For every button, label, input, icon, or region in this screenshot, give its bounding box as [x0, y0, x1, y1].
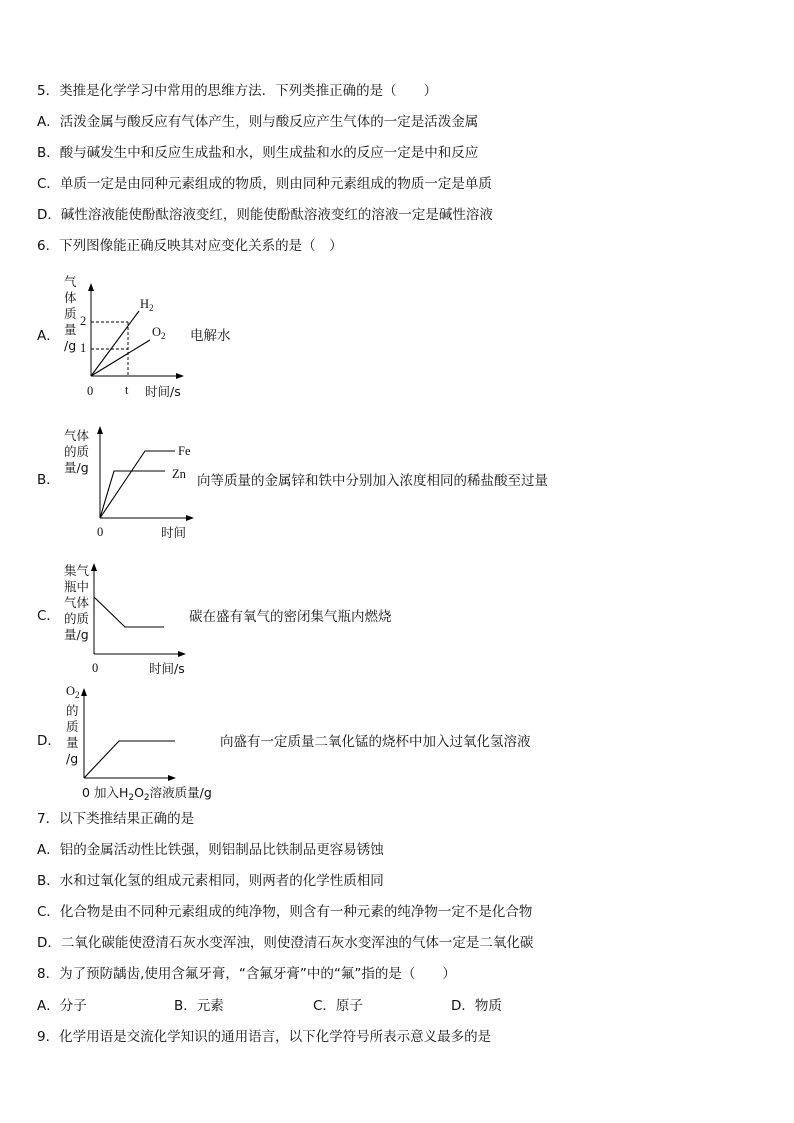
q6-c-ylabel-2: 瓶中 [64, 579, 90, 594]
q6-c-ylabel-4: 的质 [64, 611, 90, 626]
q6-d-ylabel-4: /g [66, 751, 79, 766]
q5-option-a: A．活泼金属与酸反应有气体产生，则与酸反应产生气体的一定是活泼金属 [37, 114, 479, 130]
q6-c-ylabel-5: 量/g [64, 627, 89, 642]
q6-b-xlabel: 时间 [161, 525, 187, 540]
q6-b-label-fe: Fe [178, 444, 191, 458]
q6-d-ylabel-1: 的 [66, 703, 79, 718]
q5-option-b: B．酸与碱发生中和反应生成盐和水，则生成盐和水的反应一定是中和反应 [37, 145, 479, 161]
q6-a-ylabel-5: /g [64, 338, 77, 353]
q7-stem: 7．以下类推结果正确的是 [37, 811, 195, 827]
q6-c-ylabel-1: 集气 [64, 563, 90, 578]
q6-a-xlabel: 时间/s [145, 384, 181, 399]
q8-option-b: B．元素 [174, 998, 224, 1014]
q8-option-a: A．分子 [37, 998, 87, 1014]
q6-b-ylabel-3: 量/g [64, 460, 89, 475]
q8-option-d: D．物质 [451, 998, 502, 1014]
q7-option-d: D．二氧化碳能使澄清石灰水变浑浊，则使澄清石灰水变浑浊的气体一定是二氧化碳 [37, 935, 534, 951]
q6-d-ylabel-3: 量 [66, 735, 79, 750]
q6-c-ylabel-3: 气体 [64, 595, 90, 610]
q6-d-desc: 向盛有一定质量二氧化锰的烧杯中加入过氧化氢溶液 [220, 734, 531, 750]
q6-b-ylabel-2: 的质 [64, 444, 90, 459]
q6-a-ytick-1: 1 [80, 341, 87, 355]
q7-option-c: C．化合物是由不同种元素组成的纯净物，则含有一种元素的纯净物一定不是化合物 [37, 904, 533, 920]
q6-a-xtick-t: t [125, 383, 129, 397]
q6-a-desc: 电解水 [190, 328, 231, 344]
q8-option-c: C．原子 [313, 998, 363, 1014]
q6-d-line [84, 741, 175, 778]
q6-a-origin: 0 [87, 384, 94, 398]
q6-b-label-zn: Zn [172, 467, 186, 481]
q6-b-desc: 向等质量的金属锌和铁中分别加入浓度相同的稀盐酸至过量 [197, 473, 548, 489]
q7-option-b: B．水和过氧化氢的组成元素相同，则两者的化学性质相同 [37, 873, 384, 889]
q6-d-ylabel-2: 质 [66, 719, 79, 734]
q5-stem: 5．类推是化学学习中常用的思维方法．下列类推正确的是（ ） [37, 83, 438, 99]
q7-option-a: A．铝的金属活动性比铁强，则铝制品比铁制品更容易锈蚀 [37, 842, 384, 858]
q6-c-desc: 碳在盛有氧气的密闭集气瓶内燃烧 [189, 609, 392, 625]
q6-c-xlabel: 时间/s [149, 661, 185, 676]
q6-a-ylabel-2: 体 [64, 290, 77, 305]
q6-stem: 6．下列图像能正确反映其对应变化关系的是（ ） [37, 238, 343, 254]
q5-option-d: D．碱性溶液能使酚酞溶液变红，则能使酚酞溶液变红的溶液一定是碱性溶液 [37, 207, 493, 223]
q6-a-ytick-2: 2 [80, 314, 87, 328]
q5-option-c: C．单质一定是由同种元素组成的物质，则由同种元素组成的物质一定是单质 [37, 176, 492, 192]
q6-b-ylabel-1: 气体 [64, 428, 90, 443]
q6-a-letter: A． [37, 328, 60, 344]
q6-a-label-h2: $H_2$ [140, 297, 154, 313]
q6-c-origin: 0 [92, 661, 99, 675]
q6-a-label-o2: $O_2$ [152, 325, 166, 341]
q8-stem: 8．为了预防龋齿,使用含氟牙膏，“含氟牙膏”中的“氟”指的是（ ） [37, 966, 456, 982]
q6-a-ylabel-1: 气 [64, 274, 77, 289]
q6-a-ylabel-4: 量 [64, 322, 77, 337]
q6-d-letter: D． [37, 733, 61, 749]
q6-d-xlabel: 0 加入$H_2O_2$溶液质量/g [82, 785, 212, 803]
q6-b-letter: B． [37, 472, 60, 488]
q6-c-letter: C． [37, 608, 60, 624]
q6-a-ylabel-3: 质 [64, 306, 77, 321]
q9-stem: 9．化学用语是交流化学知识的通用语言，以下化学符号所表示意义最多的是 [37, 1029, 492, 1045]
q6-b-origin: 0 [97, 525, 104, 539]
q6-d-ylabel-o2: $O_2$ [66, 684, 80, 700]
